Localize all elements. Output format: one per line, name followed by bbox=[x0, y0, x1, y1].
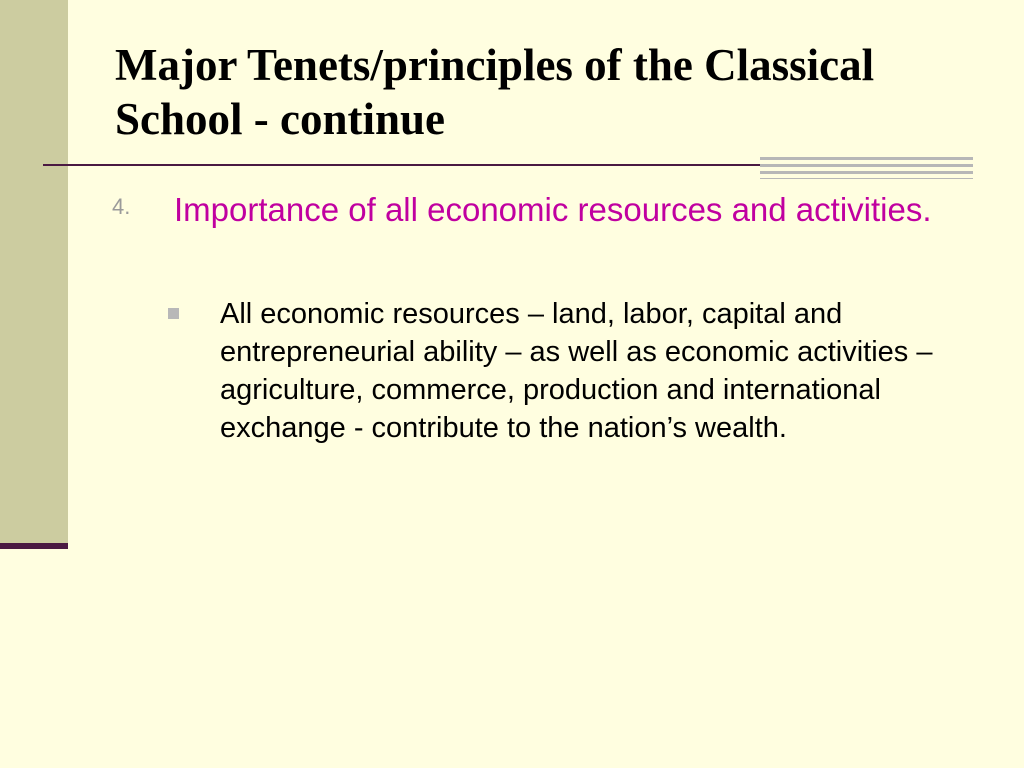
item-number: 4. bbox=[112, 194, 131, 219]
title-divider-shading bbox=[760, 157, 973, 179]
left-decorative-band bbox=[0, 0, 68, 545]
sub-bullet-text: All economic resources – land, labor, capital and entrepreneurial ability – as well as economic activities – agriculture, commerce, production and international exchange - contribute to the nation’s wealth. bbox=[220, 298, 933, 444]
item-heading: Importance of all economic resources and activities. bbox=[174, 191, 932, 228]
slide-title: Major Tenets/principles of the Classical School - continue bbox=[115, 40, 875, 144]
square-bullet-icon bbox=[168, 308, 179, 319]
left-band-accent-line bbox=[0, 543, 68, 549]
